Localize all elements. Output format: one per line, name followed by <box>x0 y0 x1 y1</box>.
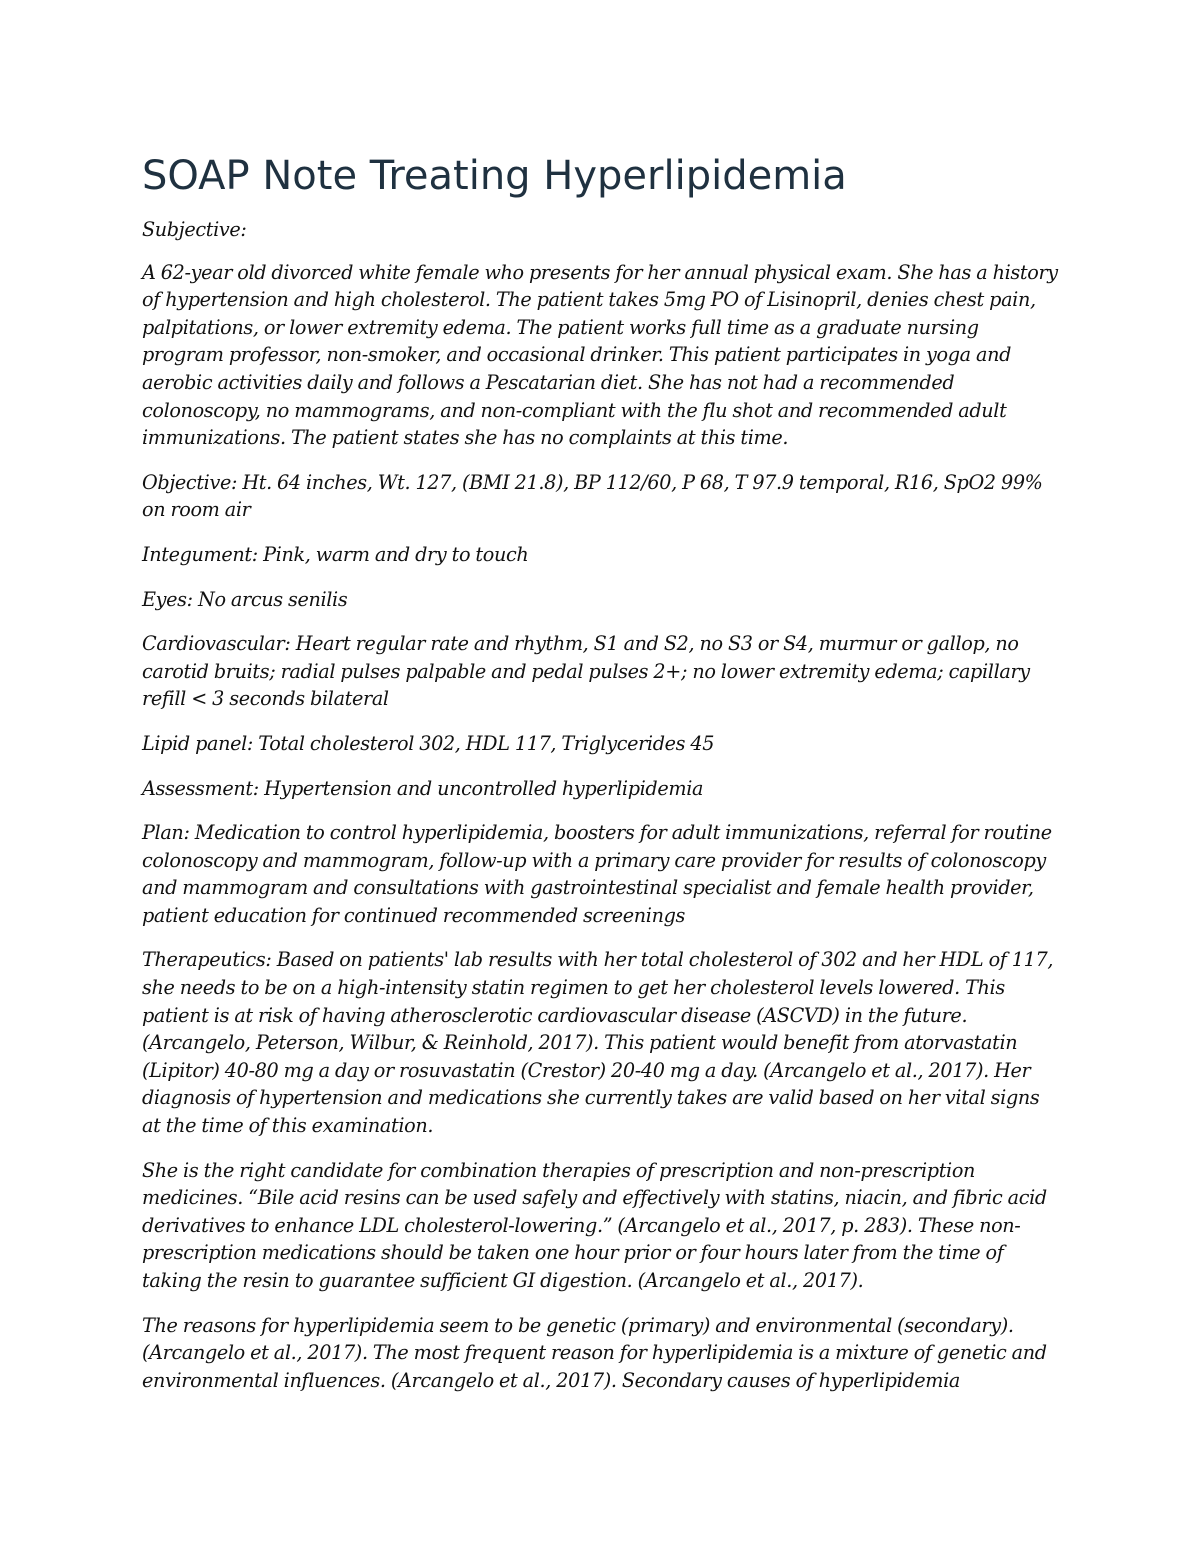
combination-therapy-paragraph: She is the right candidate for combination therapies of prescription and non-prescription medicines. “Bile acid resins can be used safely and effectively with statins, niacin, and fibric acid derivatives to enhance LDL cholesterol-lowering.” (Arcangelo et al., 2017, p. 283). These non-prescription medications should be taken one hour prior or four hours later from the time of taking the resin to guarantee sufficient GI digestion. (Arcangelo et al., 2017). <box>142 1158 1047 1292</box>
objective-paragraph: Objective: Ht. 64 inches, Wt. 127, (BMI 21.8), BP 112/60, P 68, T 97.9 temporal, R16, SpO2 99% on room air <box>142 470 1043 522</box>
lipid-panel-paragraph: Lipid panel: Total cholesterol 302, HDL 117, Triglycerides 45 <box>142 731 715 755</box>
subjective-paragraph: A 62-year old divorced white female who presents for her annual physical exam. She has a history of hypertension and high cholesterol. The patient takes 5mg PO of Lisinopril, denies chest pain, palpitations, or lower extremity edema. The patient works full time as a graduate nursing program professor, non-smoker, and occasional drinker. This patient participates in yoga and aerobic activities daily and follows a Pescatarian diet. She has not had a recommended colonoscopy, no mammograms, and non-compliant with the flu shot and recommended adult immunizations. The patient states she has no complaints at this time. <box>142 260 1058 450</box>
document-title: SOAP Note Treating Hyperlipidemia <box>142 153 847 199</box>
hyperlipidemia-causes-paragraph: The reasons for hyperlipidemia seem to be genetic (primary) and environmental (secondary). (Arcangelo et al., 2017). The most frequent reason for hyperlipidemia is a mixture of genetic and environmental influences. (Arcangelo et al., 2017). Secondary causes of hyperlipidemia <box>142 1313 1047 1392</box>
therapeutics-paragraph: Therapeutics: Based on patients' lab results with her total cholesterol of 302 and her HDL of 117, she needs to be on a high-intensity statin regimen to get her cholesterol levels lowered. This patient is at risk of having atherosclerotic cardiovascular disease (ASCVD) in the future. (Arcangelo, Peterson, Wilbur, & Reinhold, 2017). This patient would benefit from atorvastatin (Lipitor) 40-80 mg a day or rosuvastatin (Crestor) 20-40 mg a day. (Arcangelo et al., 2017). Her diagnosis of hypertension and medications she currently takes are valid based on her vital signs at the time of this examination. <box>142 948 1054 1138</box>
document-body <box>142 150 1062 1411</box>
subjective-heading: Subjective: <box>142 218 247 241</box>
cardiovascular-paragraph: Cardiovascular: Heart regular rate and rhythm, S1 and S2, no S3 or S4, murmur or gallop, no carotid bruits; radial pulses palpable and pedal pulses 2+; no lower extremity edema; capillary refill < 3 seconds bilateral <box>142 632 1030 711</box>
plan-paragraph: Plan: Medication to control hyperlipidemia, boosters for adult immunizations, referral for routine colonoscopy and mammogram, follow-up with a primary care provider for results of colonoscopy and mammogram and consultations with gastrointestinal specialist and female health provider, patient education for continued recommended screenings <box>142 821 1052 927</box>
integument-paragraph: Integument: Pink, warm and dry to touch <box>142 542 529 566</box>
eyes-paragraph: Eyes: No arcus senilis <box>142 587 348 611</box>
assessment-paragraph: Assessment: Hypertension and uncontrolled hyperlipidemia <box>142 776 704 800</box>
